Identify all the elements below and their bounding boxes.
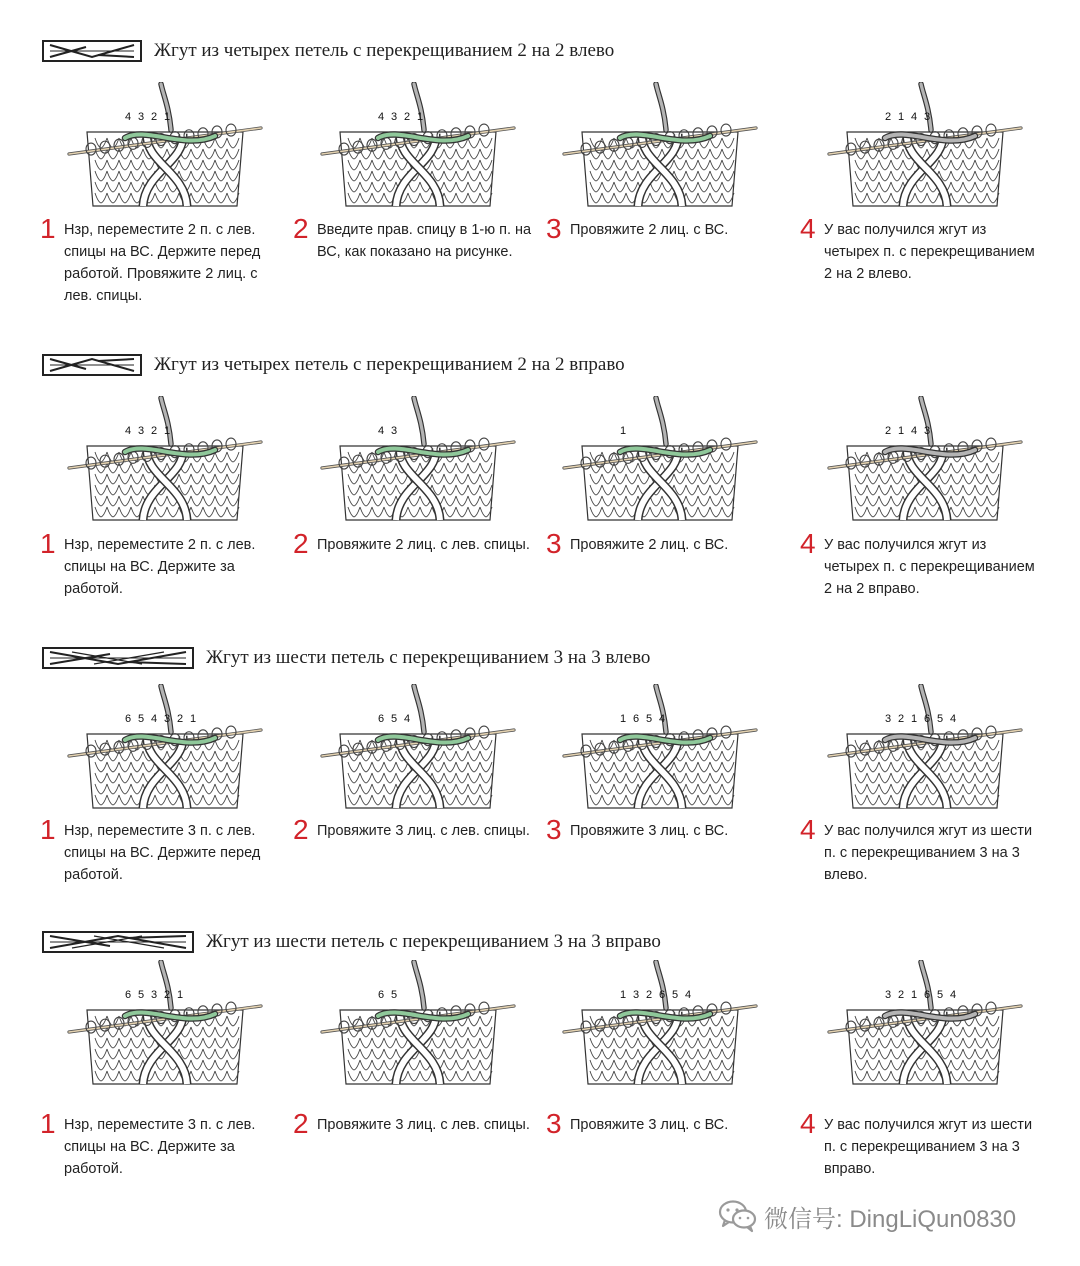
step-number: 2 xyxy=(293,213,309,244)
stitch-number-label: 3 xyxy=(924,111,931,123)
step-text: Провяжите 3 лиц. с лев. спицы. xyxy=(317,823,530,839)
step-number: 3 xyxy=(546,1108,562,1139)
stitch-number-label: 6 xyxy=(659,989,666,1001)
stitch-number-label: 2 xyxy=(885,425,892,437)
knitting-illustration xyxy=(825,684,1025,814)
knitting-illustration xyxy=(318,396,518,526)
stitch-number-label: 3 xyxy=(138,425,145,437)
stitch-number-label: 2 xyxy=(885,111,892,123)
section-header xyxy=(42,40,614,62)
step-text: Провяжите 3 лиц. с ВС. xyxy=(570,1117,729,1133)
stitch-number-label: 4 xyxy=(950,713,957,725)
stitch-number-label: 6 xyxy=(125,989,132,1001)
stitch-number-label: 1 xyxy=(620,989,627,1001)
section-title: Жгут из шести петель с перекрещиванием 3 на 3 влево xyxy=(206,647,651,668)
watermark xyxy=(718,1196,1016,1236)
stitch-number-label: 1 xyxy=(164,111,171,123)
step-text: У вас получился жгут из шести п. с перекрещиванием 3 на 3 вправо. xyxy=(824,1117,1033,1177)
stitch-number-label: 6 xyxy=(924,713,931,725)
cable-6-right-chart-symbol xyxy=(42,931,194,953)
stitch-number-label: 1 xyxy=(620,713,627,725)
knitting-illustration xyxy=(560,82,760,212)
stitch-number-label: 1 xyxy=(911,989,918,1001)
knitting-illustration xyxy=(560,684,760,814)
step-number: 4 xyxy=(800,814,816,845)
stitch-number-label: 4 xyxy=(378,425,385,437)
stitch-number-label: 1 xyxy=(898,111,905,123)
stitch-number-label: 3 xyxy=(138,111,145,123)
stitch-number-label: 2 xyxy=(151,111,158,123)
stitch-number-label: 2 xyxy=(151,425,158,437)
step-text: Нзр, переместите 2 п. с лев. спицы на ВС. Держите перед работой. Провяжите 2 лиц. с лев. спицы. xyxy=(64,222,261,304)
stitch-number-label: 6 xyxy=(378,989,385,1001)
section-header xyxy=(42,647,650,669)
knitting-illustration xyxy=(65,396,265,526)
knitting-illustration xyxy=(825,82,1025,212)
step-number: 4 xyxy=(800,1108,816,1139)
step-number: 2 xyxy=(293,814,309,845)
stitch-number-label: 4 xyxy=(125,111,132,123)
stitch-number-label: 5 xyxy=(937,713,944,725)
step-number: 4 xyxy=(800,528,816,559)
stitch-number-label: 5 xyxy=(391,713,398,725)
stitch-number-label: 2 xyxy=(164,989,171,1001)
step-text: Введите прав. спицу в 1-ю п. на ВС, как показано на рисунке. xyxy=(317,222,532,260)
step-text: У вас получился жгут из четырех п. с перекрещиванием 2 на 2 влево. xyxy=(824,222,1035,282)
stitch-number-label: 2 xyxy=(646,989,653,1001)
stitch-number-label: 4 xyxy=(404,713,411,725)
stitch-number-label: 4 xyxy=(911,425,918,437)
stitch-number-label: 3 xyxy=(164,713,171,725)
stitch-number-label: 5 xyxy=(646,713,653,725)
stitch-number-label: 6 xyxy=(378,713,385,725)
section-title: Жгут из шести петель с перекрещиванием 3 на 3 вправо xyxy=(206,931,661,952)
stitch-number-label: 1 xyxy=(190,713,197,725)
knitting-illustration xyxy=(318,960,518,1090)
step-text: Нзр, переместите 3 п. с лев. спицы на ВС. Держите перед работой. xyxy=(64,823,261,883)
knitting-illustration xyxy=(65,684,265,814)
stitch-number-label: 4 xyxy=(685,989,692,1001)
stitch-number-label: 5 xyxy=(391,989,398,1001)
stitch-number-label: 1 xyxy=(911,713,918,725)
section-title: Жгут из четырех петель с перекрещиванием 2 на 2 вправо xyxy=(154,354,625,375)
stitch-number-label: 4 xyxy=(125,425,132,437)
step-number: 3 xyxy=(546,528,562,559)
stitch-number-label: 3 xyxy=(151,989,158,1001)
stitch-number-label: 4 xyxy=(911,111,918,123)
wechat-icon xyxy=(718,1199,758,1233)
knitting-illustration xyxy=(560,396,760,526)
section-header xyxy=(42,354,625,376)
stitch-number-label: 5 xyxy=(937,989,944,1001)
knitting-illustration xyxy=(65,82,265,212)
step-text: Провяжите 3 лиц. с ВС. xyxy=(570,823,729,839)
section-title: Жгут из четырех петель с перекрещиванием 2 на 2 влево xyxy=(154,40,615,61)
stitch-number-label: 3 xyxy=(885,989,892,1001)
step-text: У вас получился жгут из четырех п. с перекрещиванием 2 на 2 вправо. xyxy=(824,537,1035,597)
stitch-number-label: 4 xyxy=(378,111,385,123)
stitch-number-label: 2 xyxy=(898,989,905,1001)
section-header xyxy=(42,931,661,953)
stitch-number-label: 4 xyxy=(151,713,158,725)
knitting-illustration xyxy=(825,396,1025,526)
step-text: Провяжите 3 лиц. с лев. спицы. xyxy=(317,1117,530,1133)
stitch-number-label: 6 xyxy=(125,713,132,725)
step-number: 1 xyxy=(40,814,56,845)
knitting-illustration xyxy=(560,960,760,1090)
stitch-number-label: 3 xyxy=(391,425,398,437)
step-number: 4 xyxy=(800,213,816,244)
stitch-number-label: 3 xyxy=(885,713,892,725)
stitch-number-label: 2 xyxy=(404,111,411,123)
stitch-number-label: 2 xyxy=(898,713,905,725)
stitch-number-label: 1 xyxy=(177,989,184,1001)
cable-4-left-chart-symbol xyxy=(42,40,142,62)
stitch-number-label: 3 xyxy=(633,989,640,1001)
step-text: Провяжите 2 лиц. с ВС. xyxy=(570,537,729,553)
knitting-illustration xyxy=(825,960,1025,1090)
stitch-number-label: 1 xyxy=(620,425,627,437)
step-text: Провяжите 2 лиц. с лев. спицы. xyxy=(317,537,530,553)
stitch-number-label: 6 xyxy=(924,989,931,1001)
step-text: Нзр, переместите 2 п. с лев. спицы на ВС. Держите за работой. xyxy=(64,537,256,597)
step-number: 1 xyxy=(40,528,56,559)
watermark-text: 微信号: DingLiQun0830 xyxy=(764,1205,1017,1233)
step-number: 3 xyxy=(546,814,562,845)
knitting-illustration xyxy=(318,82,518,212)
stitch-number-label: 3 xyxy=(924,425,931,437)
cable-6-left-chart-symbol xyxy=(42,647,194,669)
stitch-number-label: 4 xyxy=(950,989,957,1001)
step-number: 1 xyxy=(40,213,56,244)
stitch-number-label: 1 xyxy=(164,425,171,437)
stitch-number-label: 4 xyxy=(659,713,666,725)
step-number: 2 xyxy=(293,528,309,559)
knitting-illustration xyxy=(65,960,265,1090)
knitting-illustration xyxy=(318,684,518,814)
stitch-number-label: 6 xyxy=(633,713,640,725)
stitch-number-label: 1 xyxy=(898,425,905,437)
stitch-number-label: 1 xyxy=(417,111,424,123)
stitch-number-label: 5 xyxy=(672,989,679,1001)
cable-4-right-chart-symbol xyxy=(42,354,142,376)
step-text: Провяжите 2 лиц. с ВС. xyxy=(570,222,729,238)
stitch-number-label: 3 xyxy=(391,111,398,123)
stitch-number-label: 5 xyxy=(138,713,145,725)
stitch-number-label: 5 xyxy=(138,989,145,1001)
step-text: Нзр, переместите 3 п. с лев. спицы на ВС. Держите за работой. xyxy=(64,1117,256,1177)
step-text: У вас получился жгут из шести п. с перекрещиванием 3 на 3 влево. xyxy=(824,823,1033,883)
stitch-number-label: 2 xyxy=(177,713,184,725)
step-number: 3 xyxy=(546,213,562,244)
step-number: 1 xyxy=(40,1108,56,1139)
step-number: 2 xyxy=(293,1108,309,1139)
